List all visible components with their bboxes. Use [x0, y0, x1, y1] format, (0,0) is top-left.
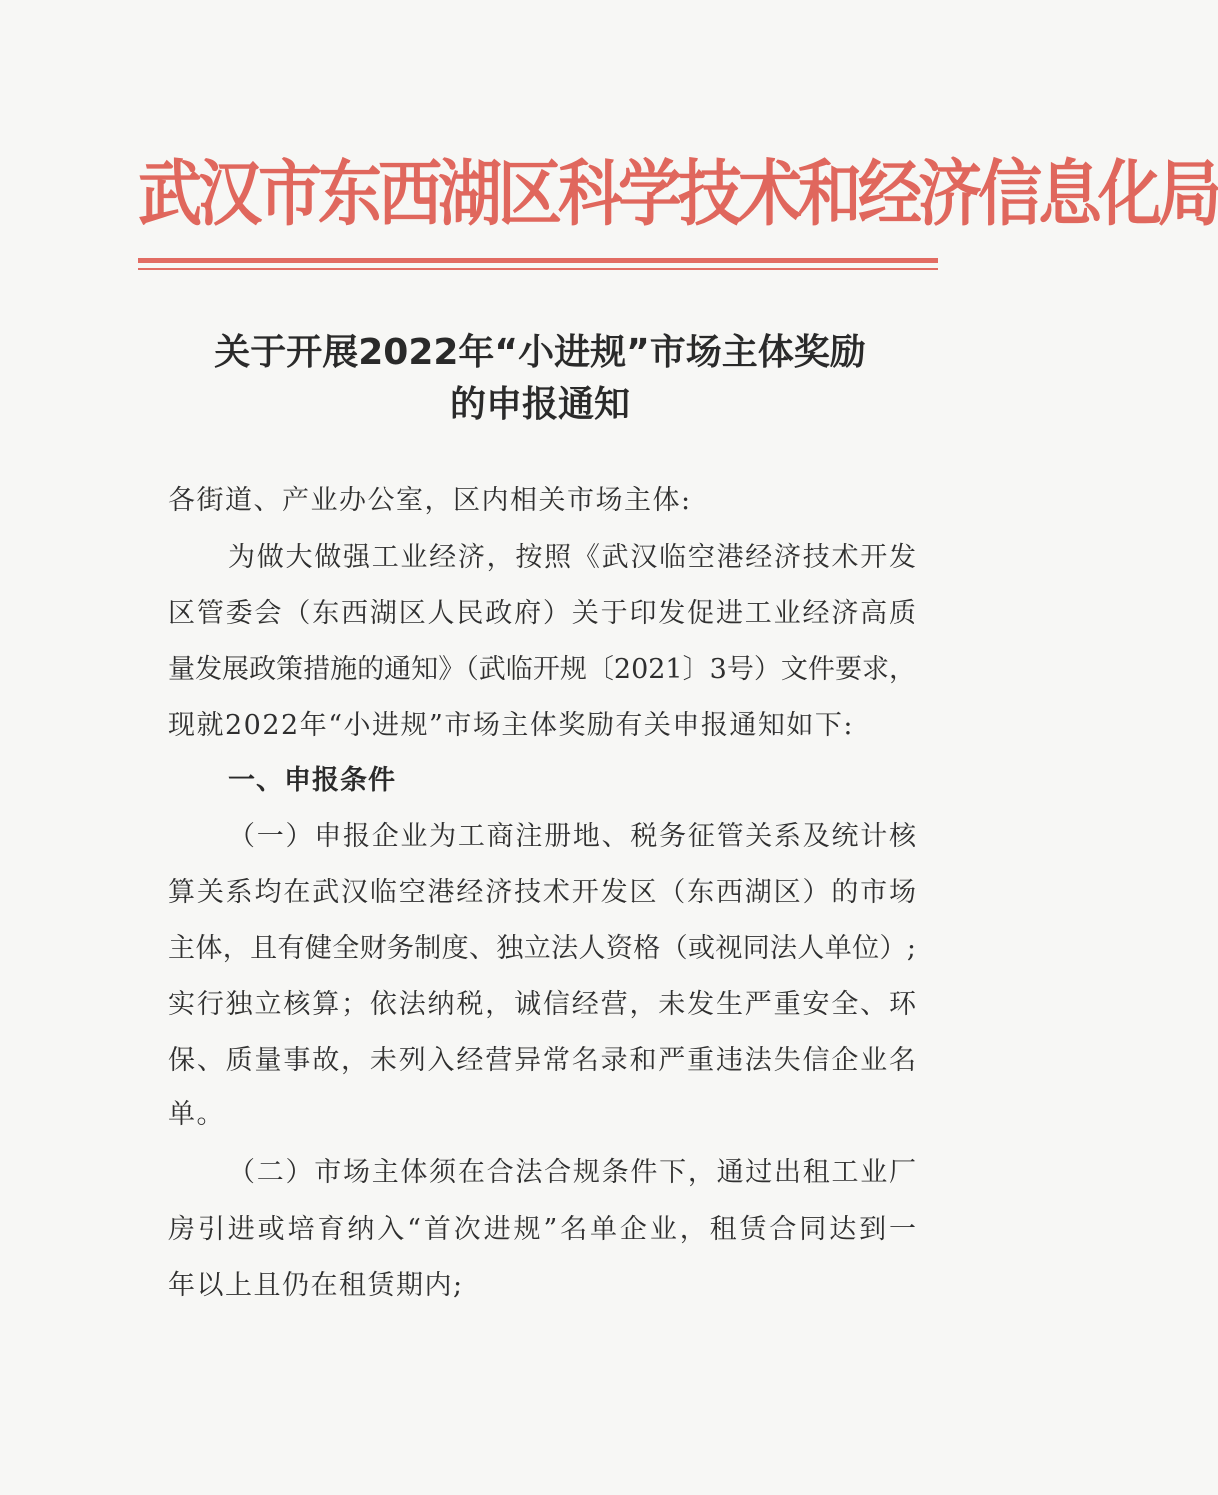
intro-line-1: 为做大做强工业经济，按照《武汉临空港经济技术开发 [228, 542, 916, 573]
salutation: 各街道、产业办公室，区内相关市场主体: [168, 485, 692, 516]
intro-line-2: 区管委会（东西湖区人民政府）关于印发促进工业经济高质 [168, 598, 916, 629]
intro-line-3: 量发展政策措施的通知》（武临开规〔2021〕3号）文件要求， [168, 654, 916, 685]
letterhead-organization-name: 武汉市东西湖区科学技术和经济信息化局 [138, 153, 1218, 237]
condition-1-line-4: 实行独立核算；依法纳税，诚信经营，未发生严重安全、环 [168, 989, 916, 1020]
document-title-line-2: 的申报通知 [449, 384, 630, 425]
letterhead-red-rule-thick [138, 258, 938, 263]
condition-1-line-2: 算关系均在武汉临空港经济技术开发区（东西湖区）的市场 [168, 877, 916, 908]
condition-2-line-2: 房引进或培育纳入“首次进规”名单企业，租赁合同达到一 [168, 1214, 916, 1245]
condition-1-line-1: （一）申报企业为工商注册地、税务征管关系及统计核 [228, 821, 916, 852]
condition-1-line-6: 单。 [168, 1099, 225, 1130]
document-title-line-1: 关于开展2022年“小进规”市场主体奖励 [214, 332, 866, 373]
condition-1-line-5: 保、质量事故，未列入经营异常名录和严重违法失信企业名 [168, 1045, 916, 1076]
section-heading-conditions: 一、申报条件 [228, 765, 396, 796]
condition-2-line-3: 年以上且仍在租赁期内; [168, 1270, 464, 1301]
letterhead-red-rule-thin [138, 268, 938, 270]
condition-2-line-1: （二）市场主体须在合法合规条件下，通过出租工业厂 [228, 1157, 916, 1188]
condition-1-line-3: 主体，且有健全财务制度、独立法人资格（或视同法人单位）; [168, 933, 916, 964]
intro-line-4: 现就2022年“小进规”市场主体奖励有关申报通知如下: [168, 710, 854, 741]
